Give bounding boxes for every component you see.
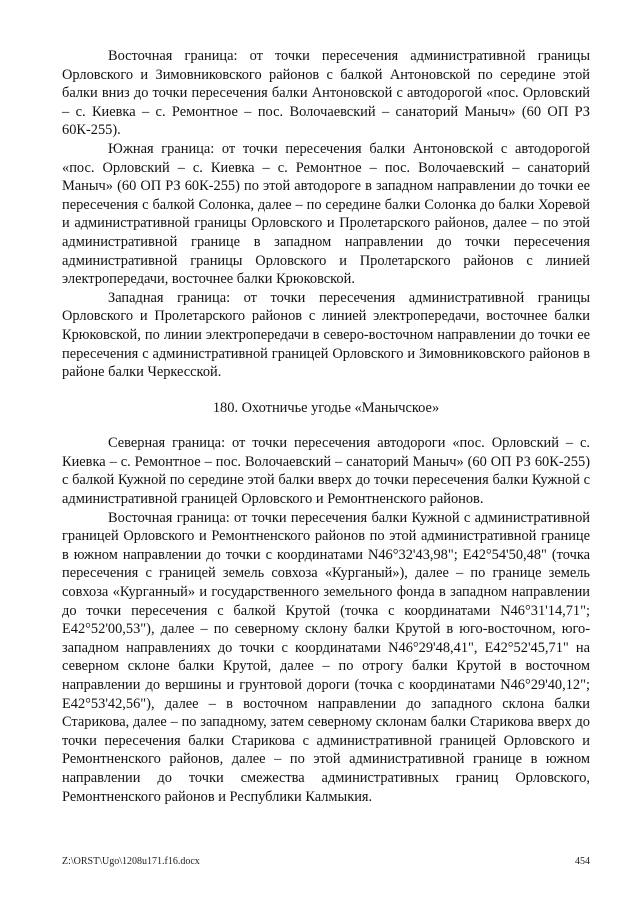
file-path: Z:\ORST\Ugo\1208u171.f16.docx [62, 856, 200, 867]
paragraph-west-border: Западная граница: от точки пересечения административной границы Орловского и Пролетарского районов с линией электропередачи, восточнее балки Крюковской, по линии электропередачи в северо-восточном направлении до точки ее пересечения с административной границей Орловского и Зимовниковского районов в районе балки Черкесской. [62, 289, 590, 381]
paragraph-east-border-manych: Восточная граница: от точки пересечения балки Кужной с административной границей Орловского и Ремонтненского районов по этой административной границе в южном направлении до точки с координатами N46°32'43,98"; E42°54'50,48" (точка пересечения с границей земель совхоза «Курганый»), далее – по границе земель совхоза «Курганный» и государственного земельного фонда в западном направлении до точки пересечения с балкой Крутой (точка с координатами N46°31'14,71"; E42°52'00,53"), далее – по северному склону балки Крутой в юго-восточном, юго-западном направлениях до точки с координатами N46°29'48,41", E42°52'45,71" на северном склоне балки Крутой, далее – по отрогу балки Крутой в восточном направлении до вершины и грунтовой дороги (точка с координатами N46°29'40,12"; E42°53'42,56"), далее – в восточном направлении до западного склона балки Старикова, далее – по западному, затем северному склонам балки Старикова вверх до точки пересечения балки Старикова с административной границей Орловского и Ремонтненского районов, далее – по этой административной границе в южном направлении до точки смежества административных границ Орловского, Ремонтненского районов и Республики Калмыкия. [62, 509, 590, 805]
paragraph-south-border: Южная граница: от точки пересечения балки Антоновской с автодорогой «пос. Орловский – с. Киевка – с. Ремонтное – пос. Волочаевский – санаторий Маныч» (60 ОП РЗ 60К-255) по этой автодороге в западном направлении до точки ее пересечения с балкой Солонка, далее – по середине балки Солонка до балки Хоревой и административной границы Орловского и Пролетарского районов, далее – по этой административной границе в западном направлении до точки пересечения административной границы Орловского и Пролетарского районов с линией электропередачи, восточнее балки Крюковской. [62, 140, 590, 288]
paragraph-north-border: Северная граница: от точки пересечения автодороги «пос. Орловский – с. Киевка – с. Ремонтное – пос. Волочаевский – санаторий Маныч» (60 ОП РЗ 60К-255) с балкой Кужной по середине этой балки вверх до точки пересечения балки Кужной с административной границей Орловского и Ремонтненского районов. [62, 435, 590, 508]
section-heading: 180. Охотничье угодье «Манычское» [212, 399, 440, 416]
document-body [62, 47, 590, 806]
page-number: 454 [575, 856, 590, 867]
paragraph-east-border: Восточная граница: от точки пересечения административной границы Орловского и Зимовниковского районов с балкой Антоновской по середине этой балки вниз до точки пересечения балки Антоновской с автодорогой «пос. Орловский – с. Киевка – с. Ремонтное – пос. Волочаевский – санаторий Маныч» (60 ОП РЗ 60К-255). [62, 48, 590, 139]
